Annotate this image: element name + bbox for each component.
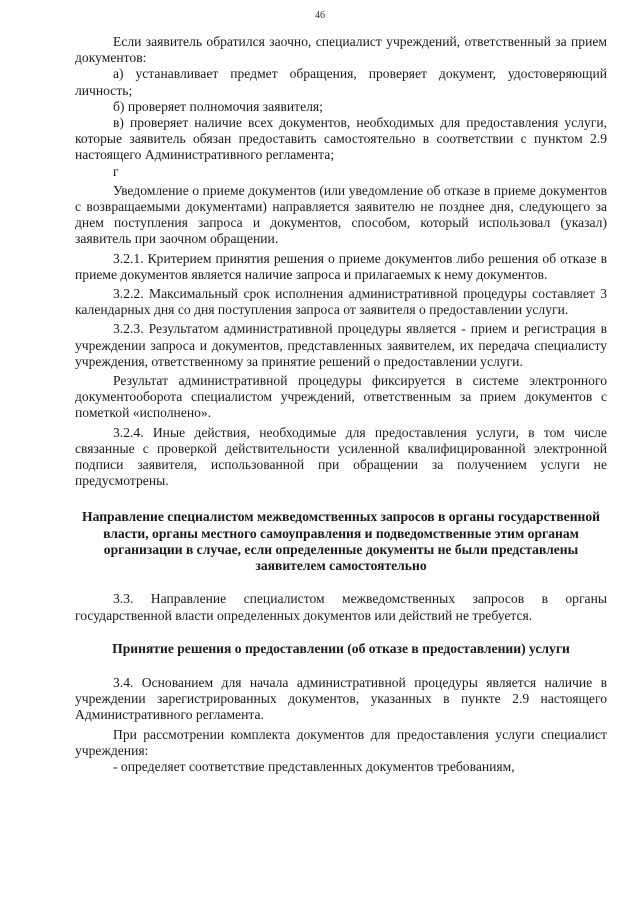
- section-heading-decision: Принятие решения о предоставлении (об отказе в предоставлении) услуги: [112, 640, 570, 656]
- list-item-g: г: [113, 163, 119, 179]
- document-body: [75, 34, 607, 775]
- paragraph-notification: Уведомление о приеме документов (или уведомление об отказе в приеме документов с возвращаемыми документами) направляется заявителю не позднее дня, следующего за днем поступления запроса и документов, способом, который использовал (указал) заявитель при заочном обращении.: [75, 182, 607, 247]
- paragraph-remote-application: Если заявитель обратился заочно, специалист учреждений, ответственный за прием документов:: [75, 34, 607, 66]
- list-item-a: а) устанавливает предмет обращения, проверяет документ, удостоверяющий личность;: [75, 66, 607, 98]
- paragraph-3-2-1: 3.2.1. Критерием принятия решения о приеме документов либо решения об отказе в приеме документов является наличие запроса и прилагаемых к нему документов.: [75, 250, 607, 282]
- paragraph-3-2-3: 3.2.3. Результатом административной процедуры является - прием и регистрация в учреждении запроса и документов, представленных заявителем, их передача специалисту учреждения, ответственному за принятие решений о предоставлении услуги.: [75, 321, 607, 369]
- section-heading-interagency-requests: Направление специалистом межведомственных запросов в органы государственной власти, органы местного самоуправления и подведомственные этим органам организации в случае, если определенные документы не были представлены заявителем самостоятельно: [82, 509, 600, 574]
- paragraph-3-3: 3.3. Направление специалистом межведомственных запросов в органы государственной власти определенных документов или действий не требуется.: [75, 591, 607, 623]
- paragraph-3-2-4: 3.2.4. Иные действия, необходимые для предоставления услуги, в том числе связанные с проверкой действительности усиленной квалифицированной электронной подписи заявителя, использованной при обращении за получением услуги не предусмотрены.: [75, 424, 607, 489]
- paragraph-3-4: 3.4. Основанием для начала административной процедуры является наличие в учреждении зарегистрированных документов, указанных в пункте 2.9 настоящего Административного регламента.: [75, 674, 607, 723]
- paragraph-3-2-2: 3.2.2. Максимальный срок исполнения административной процедуры составляет 3 календарных дня со дня поступления запроса от заявителя о предоставлении услуги.: [75, 286, 607, 318]
- list-item-determines: - определяет соответствие представленных документов требованиям,: [113, 758, 515, 774]
- list-item-v: в) проверяет наличие всех документов, необходимых для предоставления услуги, которые заявитель обязан предоставить самостоятельно в соответствии с пунктом 2.9 настоящего Административного регламента;: [75, 115, 607, 163]
- list-item-b: б) проверяет полномочия заявителя;: [113, 98, 323, 114]
- page-number: 46: [315, 10, 325, 21]
- paragraph-result: Результат административной процедуры фиксируется в системе электронного документооборота специалистом учреждений, ответственным за прием документов с пометкой «исполнено».: [75, 373, 607, 421]
- paragraph-review: При рассмотрении комплекта документов для предоставления услуги специалист учреждения:: [75, 726, 607, 758]
